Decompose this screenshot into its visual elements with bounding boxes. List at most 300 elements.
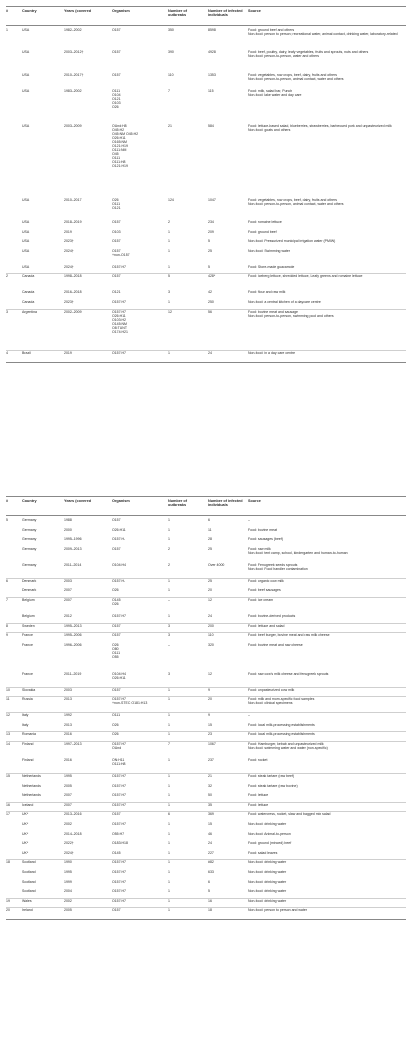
cell-organism: O157:H7 (112, 802, 127, 807)
cell-years: 1992 (64, 713, 72, 718)
cell-years: 1988 (64, 518, 72, 522)
cell-outbreaks: 1 (168, 239, 170, 244)
cell-years: 2003–2012† (64, 50, 84, 55)
cell-years: 2019 (64, 351, 72, 356)
table-row (6, 239, 406, 249)
cell-infected: 227 (208, 850, 214, 855)
cell-years: 1982–2002 (64, 28, 82, 32)
cell-infected: 11 (208, 527, 212, 532)
cell-infected: 633 (208, 870, 214, 874)
cell-organism: O157:H7 (112, 860, 127, 865)
cell-outbreaks: 1 (168, 889, 170, 894)
cell-infected: 12 (208, 671, 212, 676)
cell-source: Food: lettuce (248, 802, 269, 807)
cell-country: UK* (22, 822, 29, 826)
cell-outbreaks: 1 (168, 908, 170, 913)
cell-source: Food: ice cream (248, 598, 274, 602)
cell-country: Ireland (22, 908, 33, 913)
cell-years: 2003–2009 (64, 124, 82, 128)
cell-organism: O55:H7 (112, 831, 125, 836)
cell-outbreaks: 6 (168, 812, 170, 817)
cell-source: Non-food: drinking water (248, 879, 287, 884)
cell-years: 1995–2006 (64, 633, 82, 638)
cell-country: Italy (22, 713, 29, 718)
cell-organism: O157:H7 O26:H11 O103:H2 O145:NM O8:TUNT O174:H21 (112, 309, 128, 334)
cell-organism: O157:H7 (112, 783, 127, 788)
table-row (6, 351, 406, 361)
cell-country: Germany (22, 562, 37, 567)
cell-outbreaks: 350 (168, 28, 174, 32)
cell-infected: 5 (208, 889, 210, 894)
column-header: Years (covered (64, 499, 92, 503)
table-row (6, 822, 406, 832)
table-row (6, 290, 406, 300)
cell-country: Scotland (22, 889, 36, 894)
cell-infected: 4928 (208, 50, 216, 55)
cell-years: 1995 (64, 870, 72, 874)
cell-country: Wales (22, 898, 32, 903)
cell-organism: O157:H7 (112, 774, 127, 778)
outbreak-table-1 (6, 6, 406, 476)
table-row (6, 274, 406, 290)
cell-country: UK* (22, 841, 29, 846)
cell-country: Romania (22, 732, 37, 737)
table-row (6, 89, 406, 124)
cell-country: Canada (22, 300, 35, 304)
cell-outbreaks: 2 (168, 562, 170, 567)
cell-outbreaks: 1 (168, 774, 170, 778)
table-row (6, 518, 406, 528)
cell-organism: O157 (112, 546, 121, 551)
table-row (6, 784, 406, 794)
table-row (6, 774, 406, 784)
column-header: Number of infected individuals (208, 9, 244, 17)
cell-infected: 25 (208, 546, 212, 551)
table-row (6, 758, 406, 774)
cell-organism: O157 (112, 50, 121, 55)
cell-organism: O111 (112, 713, 121, 718)
cell-outbreaks: 7 (168, 742, 170, 746)
cell-number: 4 (6, 351, 8, 356)
cell-organism: O157:H7 (112, 889, 127, 894)
outbreak-table-2 (6, 496, 406, 1044)
cell-country: USA (22, 229, 30, 234)
cell-infected: 28 (208, 537, 212, 542)
cell-number: 11 (6, 697, 10, 702)
cell-number: 14 (6, 742, 10, 746)
cell-country: Belgium (22, 614, 35, 618)
cell-source: Food: lettuce-based salad, blueberries, strawberries, barbecued pork and unpasteurized milk Non-food: goats and others (248, 124, 392, 132)
table-top-rule (6, 496, 406, 497)
cell-country: Scotland (22, 860, 36, 865)
cell-organism: O157 (112, 239, 121, 244)
cell-source: Food: sausages (beef) (248, 537, 284, 542)
header-rule (6, 515, 406, 516)
cell-organism: O26 O80 O111 O55 (112, 642, 121, 659)
cell-outbreaks: 7 (168, 88, 170, 93)
cell-organism: O157:H- (112, 578, 126, 583)
table-row (6, 880, 406, 890)
cell-organism: OUnd:H8 O45:H2 O45:NM O45:H2 O26:H11 O165:NM O121:H19 O111:NM O45 O111 O111:H8 O121:H19 (112, 124, 139, 168)
cell-organism: O157:H7 +non-STEC O181:H13 (112, 697, 148, 706)
cell-source: Food: Hamburger, kebab and unpasteurized milk Non-food: swimming water and water (non-specific) (248, 742, 328, 750)
cell-number: 12 (6, 713, 10, 718)
cell-source: Food: bovine meat and raw cheese (248, 642, 303, 647)
cell-outbreaks: 390 (168, 50, 174, 55)
cell-organism: O157:H7 (112, 264, 127, 269)
cell-country: Germany (22, 537, 37, 542)
column-header: Number of infected individuals (208, 499, 244, 507)
table-row (6, 220, 406, 230)
cell-source: Non-food: Pressurized municipal irrigation water (PMIW) (248, 239, 336, 244)
cell-source: Food: beef, poultry, dairy, leafy vegetables, fruits and sprouts, nuts and others Non-food: person-to-person, water and others (248, 50, 369, 59)
cell-years: 2011–2019 (64, 671, 82, 676)
cell-source: Food: rocket (248, 758, 268, 762)
cell-source: Food: vegetables, row crops, beef, dairy, fruits and others Non-food: person-to-person, animal contact, water and others (248, 72, 344, 81)
cell-infected: 369 (208, 812, 214, 817)
cell-outbreaks: 1 (168, 870, 170, 874)
cell-organism: O104:H4 O26:H11 (112, 671, 127, 680)
cell-outbreaks: 1 (168, 351, 170, 356)
cell-years: 2007 (64, 588, 72, 593)
column-header: Organism (112, 499, 130, 503)
cell-organism: O157 (112, 518, 121, 522)
cell-number: 19 (6, 898, 10, 903)
cell-source: Non-food: in a day care centre (248, 351, 296, 356)
cell-country: Canada (22, 290, 35, 295)
cell-source: Food: steak tartare (raw beef) (248, 774, 295, 778)
table-row (6, 870, 406, 880)
cell-organism: O157 (112, 633, 121, 638)
cell-organism: O157 (112, 28, 121, 32)
cell-organism: O26:H11 (112, 527, 126, 532)
cell-outbreaks: 1 (168, 802, 170, 807)
table-header-row (6, 499, 406, 513)
cell-years: 2024† (64, 264, 74, 269)
table-row (6, 563, 406, 579)
table-row (6, 28, 406, 50)
cell-country: Germany (22, 546, 37, 551)
cell-infected: 20 (208, 588, 212, 593)
cell-outbreaks: 3 (168, 290, 170, 295)
cell-infected: 25 (208, 248, 212, 253)
cell-outbreaks: 1 (168, 732, 170, 737)
cell-country: Germany (22, 527, 37, 532)
cell-source: Food: local milk-processing establishments (248, 722, 315, 727)
table-row (6, 860, 406, 870)
table-row (6, 841, 406, 851)
cell-years: 2023† (64, 300, 74, 304)
cell-country: Belgium (22, 598, 35, 602)
cell-source: – (248, 518, 250, 522)
cell-country: Scotland (22, 879, 36, 884)
column-header: Source (248, 499, 261, 503)
cell-outbreaks: 3 (168, 623, 170, 628)
cell-outbreaks: 110 (168, 72, 174, 77)
cell-infected: 1047 (208, 197, 216, 202)
cell-infected: 5 (208, 264, 210, 269)
column-header: # (6, 9, 9, 13)
cell-number: 1 (6, 28, 8, 32)
cell-country: Denmark (22, 578, 37, 583)
table-row (6, 643, 406, 672)
cell-number: 20 (6, 908, 10, 913)
cell-country: USA (22, 28, 30, 32)
cell-years: 2002 (64, 822, 72, 826)
cell-country: Scotland (22, 870, 36, 874)
cell-country: USA (22, 220, 30, 224)
cell-infected: Over 4000 (208, 562, 225, 567)
cell-organism: O157:H7 (112, 822, 127, 826)
cell-infected: 200 (208, 623, 214, 628)
cell-organism: O26 (112, 722, 119, 727)
cell-number: 6 (6, 578, 8, 583)
cell-outbreaks: 3 (168, 671, 170, 676)
cell-organism: O157 (112, 220, 121, 224)
table-header-row (6, 9, 406, 23)
cell-years: 2016 (64, 732, 72, 737)
cell-infected: 25 (208, 578, 212, 583)
cell-outbreaks: 1 (168, 578, 170, 583)
table-row (6, 50, 406, 72)
cell-source: Food: Fenugreek seeds sprouts Non-food: Food handler contamination (248, 562, 308, 571)
cell-years: 1995 (64, 774, 72, 778)
cell-years: 2013 (64, 697, 72, 702)
cell-number: 16 (6, 802, 10, 807)
cell-organism: O26 (112, 588, 119, 593)
cell-outbreaks: 1 (168, 793, 170, 798)
cell-country: Netherlands (22, 793, 41, 798)
cell-country: France (22, 642, 33, 647)
cell-country: Netherlands (22, 774, 41, 778)
cell-source: Food: steak tartare (raw bovine) (248, 783, 298, 788)
cell-infected: 56 (208, 309, 212, 314)
cell-years: 2007 (64, 802, 72, 807)
cell-source: Food: flour and raw milk (248, 290, 286, 295)
table-row (6, 598, 406, 614)
cell-number: 7 (6, 598, 8, 602)
cell-organism: O145 O26 (112, 598, 121, 606)
cell-outbreaks: 1 (168, 264, 170, 269)
table-row (6, 697, 406, 713)
cell-years: 2005 (64, 908, 72, 913)
cell-source: Food: raw milk Non-food: tent camp, school, kindergarten and human-to-human (248, 546, 348, 555)
table-row (6, 672, 406, 688)
cell-years: 2004 (64, 889, 72, 894)
cell-country: Germany (22, 518, 37, 522)
cell-years: 2011–2014 (64, 562, 82, 567)
cell-years: 2024† (64, 248, 74, 253)
cell-organism: O157 +non-O157 (112, 248, 130, 257)
cell-source: Non-food: a central kitchen of a daycare centre (248, 300, 321, 304)
cell-source: Food: organic cow milk (248, 578, 284, 583)
table-row (6, 249, 406, 265)
cell-years: 2010–2017 (64, 197, 82, 202)
cell-infected: 16 (208, 898, 212, 903)
table-row (6, 633, 406, 643)
cell-country: Iceland (22, 802, 34, 807)
cell-infected: 234 (208, 220, 214, 224)
cell-outbreaks: 12 (168, 309, 172, 314)
cell-number: 2 (6, 274, 8, 279)
cell-country: Argentina (22, 309, 37, 314)
cell-infected: 115 (208, 88, 214, 93)
cell-country: UK* (22, 850, 29, 855)
cell-outbreaks: 1 (168, 758, 170, 762)
cell-years: 2014–2018 (64, 831, 82, 836)
cell-source: Non-food: Animal-to-person (248, 831, 291, 836)
cell-outbreaks: 1 (168, 879, 170, 884)
cell-source: Food: ground beef (248, 229, 277, 234)
cell-source: Non-food: Swimming water (248, 248, 291, 253)
cell-infected: 24 (208, 351, 212, 356)
cell-number: 13 (6, 732, 10, 737)
cell-organism: O157:H7 (112, 870, 127, 874)
cell-organism: O121 (112, 290, 121, 295)
cell-source: Food: bovine meat (248, 527, 277, 532)
cell-country: France (22, 633, 33, 638)
cell-source: Food: romaine lettuce (248, 220, 282, 224)
cell-organism: O157 (112, 908, 121, 913)
cell-outbreaks: 1 (168, 687, 170, 692)
cell-source: Food: bovine meat and sausage Non-food: person-to-person, swimming pool and others (248, 309, 334, 318)
cell-source: Non-food: person to person and water (248, 908, 307, 913)
cell-years: 2005 (64, 783, 72, 788)
cell-country: Canada (22, 274, 35, 279)
cell-source: Food: milk and mom-specific food samples Non-food: clinical specimens (248, 697, 315, 706)
cell-outbreaks: – (168, 598, 170, 602)
cell-organism: ON:H11 O111:H8 (112, 758, 126, 766)
table-bottom-rule (6, 362, 406, 363)
cell-outbreaks: 1 (168, 898, 170, 903)
table-row (6, 537, 406, 547)
cell-source: Non-food: drinking water (248, 898, 287, 903)
cell-organism: O157 (112, 812, 121, 817)
table-row (6, 812, 406, 822)
cell-infected: 209 (208, 229, 214, 234)
cell-outbreaks: 5 (168, 274, 170, 279)
cell-infected: 35 (208, 802, 212, 807)
cell-source: Food: Store-made guacamole (248, 264, 295, 269)
cell-country: Russia (22, 697, 33, 702)
cell-organism: O157 (112, 274, 121, 279)
cell-source: Food: raw cow's milk cheese and fenugreek sprouts (248, 671, 329, 676)
cell-country: USA (22, 50, 30, 55)
cell-country: UK* (22, 831, 29, 836)
table-row (6, 832, 406, 842)
cell-source: Food: bovine-derived products (248, 614, 296, 618)
table-row (6, 547, 406, 563)
column-header: Country (22, 9, 37, 13)
cell-source: Food: local milk-processing establishments (248, 732, 315, 737)
cell-organism: O183:H18 (112, 841, 128, 846)
column-header: Country (22, 499, 37, 503)
cell-country: Denmark (22, 588, 37, 593)
table-row (6, 528, 406, 538)
cell-outbreaks: 1 (168, 588, 170, 593)
table-row (6, 124, 406, 198)
cell-outbreaks: 1 (168, 518, 170, 522)
cell-organism: O157:H7 (112, 351, 127, 356)
cell-years: 2012 (64, 614, 72, 618)
cell-outbreaks: 3 (168, 633, 170, 638)
cell-outbreaks: 1 (168, 300, 170, 304)
cell-infected: 1067 (208, 742, 216, 746)
cell-outbreaks: 1 (168, 614, 170, 618)
cell-infected: 24 (208, 841, 212, 846)
cell-number: 17 (6, 812, 10, 817)
cell-years: 2018–2019 (64, 220, 82, 224)
cell-infected: 46 (208, 831, 212, 836)
column-header: Organism (112, 9, 130, 13)
cell-organism: O157:H7 (112, 793, 127, 798)
cell-outbreaks: 1 (168, 722, 170, 727)
cell-outbreaks: 124 (168, 197, 174, 202)
cell-source: Food: ground beef and others Non-food: person to person; recreational water, animal contact, drinking water, laboratory-related (248, 28, 398, 36)
cell-infected: 21 (208, 774, 212, 778)
cell-infected: 110 (208, 633, 214, 638)
table-row (6, 198, 406, 220)
cell-source: Food: watercress, rocket, slaw and bagged mix salad (248, 812, 331, 817)
table-row (6, 742, 406, 758)
cell-organism: O157:H7 (112, 300, 127, 304)
cell-source: Food: lettuce and salad (248, 623, 285, 628)
cell-source: Food: vegetables, row crops, beef, dairy, fruits and others Non-food: person-to-person, animal contact, water and others (248, 197, 344, 206)
cell-number: 18 (6, 860, 10, 865)
cell-years: 2022† (64, 841, 74, 846)
cell-years: 2003 (64, 578, 72, 583)
column-header: Number of outbreaks (168, 9, 189, 17)
table-row (6, 73, 406, 89)
cell-country: Sweden (22, 623, 35, 628)
column-header: Source (248, 9, 261, 13)
cell-infected: 50 (208, 793, 212, 798)
cell-years: 2009–2013 (64, 546, 82, 551)
cell-years: 2002–2009 (64, 309, 82, 314)
cell-outbreaks: 1 (168, 850, 170, 855)
cell-infected: 20 (208, 697, 212, 702)
cell-country: USA (22, 197, 30, 202)
cell-organism: O103 (112, 229, 121, 234)
cell-years: 2010–2017† (64, 72, 84, 77)
cell-infected: 32 (208, 783, 212, 788)
cell-infected: 18 (208, 908, 212, 913)
cell-outbreaks: 2 (168, 220, 170, 224)
cell-country: Finland (22, 742, 34, 746)
cell-infected: 12 (208, 598, 212, 602)
cell-country: Finland (22, 758, 34, 762)
cell-organism: O157:H7 OUnd (112, 742, 127, 750)
cell-infected: 5 (208, 239, 210, 244)
cell-source: Non-food: drinking water (248, 822, 287, 826)
cell-source: Food: milk, salad bar, Punch Non-food: lake water and day care (248, 88, 302, 97)
cell-outbreaks: 1 (168, 537, 170, 542)
cell-infected: 9 (208, 713, 210, 718)
cell-years: 2007 (64, 793, 72, 798)
cell-infected: 1353 (208, 72, 216, 77)
cell-source: Non-food: drinking water (248, 870, 287, 874)
cell-years: 1996–2006 (64, 642, 82, 647)
cell-infected: 15 (208, 822, 212, 826)
header-rule (6, 25, 406, 26)
cell-years: 2007 (64, 598, 72, 602)
cell-infected: 428* (208, 274, 216, 279)
cell-source: Non-food: drinking water (248, 889, 287, 894)
cell-source: Food: iceberg lettuce, shredded lettuce, Leafy greens and romaine lettuce (248, 274, 363, 279)
cell-years: 2000 (64, 527, 72, 532)
cell-outbreaks: 2 (168, 546, 170, 551)
cell-organism: O157 (112, 687, 121, 692)
